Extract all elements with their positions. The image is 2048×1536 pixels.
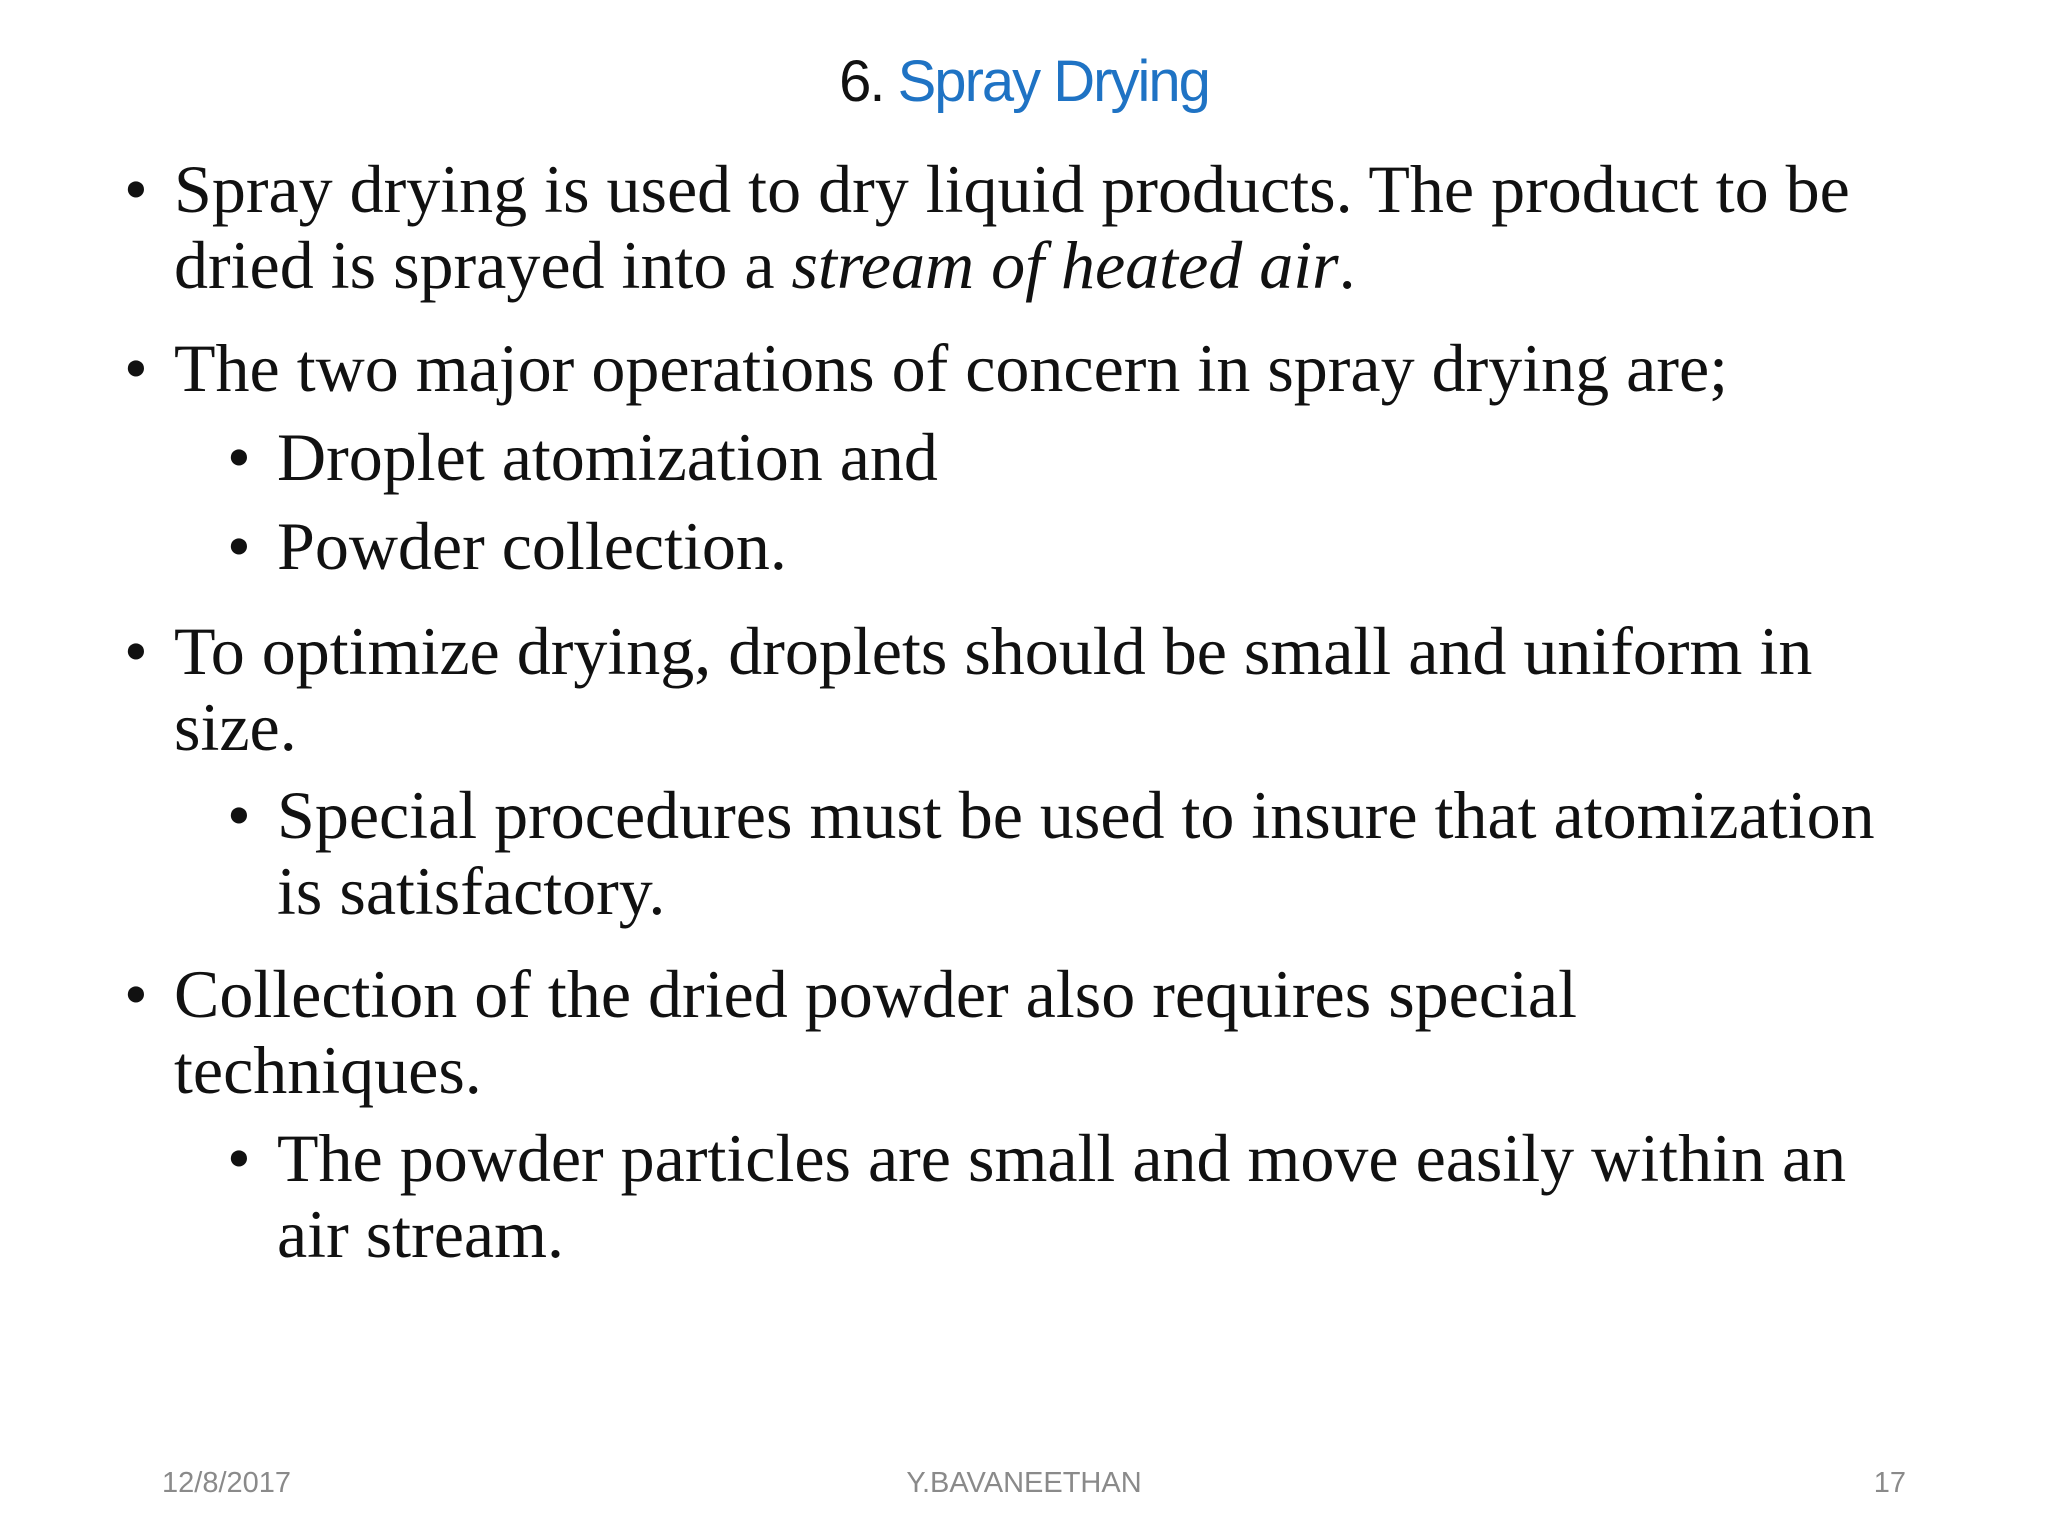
bullet-text-line: The powder particles are small and move easily within an (277, 1120, 1847, 1196)
bullet-text-period: . (1338, 227, 1356, 303)
bullet-icon: • (124, 151, 148, 227)
bullet-icon: • (124, 956, 148, 1032)
bullet-text-line: size. (174, 689, 297, 765)
footer-author: Y.BAVANEETHAN (906, 1467, 1142, 1499)
bullet-text-line: air stream. (277, 1196, 564, 1272)
bullet-text-line: Powder collection. (277, 508, 787, 584)
slide-title-text: Spray Drying (897, 49, 1209, 114)
bullet-text-line: is satisfactory. (277, 853, 666, 929)
bullet-icon: • (227, 777, 251, 853)
bullet-icon: • (124, 330, 148, 406)
bullet-text-line: Spray drying is used to dry liquid products. The product to be (174, 151, 1850, 227)
bullet-item-4 (124, 956, 1577, 1108)
sub-bullet-item-4 (227, 1120, 1847, 1272)
footer-date: 12/8/2017 (162, 1467, 292, 1499)
sub-bullet-item-2 (227, 508, 787, 584)
footer-page-number: 17 (1873, 1467, 1906, 1499)
slide-title-number: 6. (839, 49, 884, 114)
bullet-text-line: The two major operations of concern in spray drying are; (174, 330, 1729, 406)
sub-bullet-item-1 (227, 419, 938, 495)
bullet-text-plain: dried is sprayed into a (174, 227, 792, 303)
sub-bullet-item-3 (227, 777, 1875, 929)
bullet-icon: • (227, 419, 251, 495)
bullet-icon: • (227, 1120, 251, 1196)
bullet-text-line: Collection of the dried powder also requires special (174, 956, 1577, 1032)
bullet-icon: • (227, 508, 251, 584)
bullet-text-italic: stream of heated air (791, 227, 1339, 303)
bullet-item-1 (124, 151, 1850, 303)
bullet-text-line: Special procedures must be used to insure that atomization (277, 777, 1875, 853)
bullet-item-3 (124, 613, 1813, 765)
bullet-text-line (174, 227, 1850, 303)
bullet-text-line: Droplet atomization and (277, 419, 938, 495)
bullet-text-line: To optimize drying, droplets should be small and uniform in (174, 613, 1813, 689)
bullet-icon: • (124, 613, 148, 689)
bullet-text-line: techniques. (174, 1032, 482, 1108)
bullet-item-2 (124, 330, 1729, 406)
